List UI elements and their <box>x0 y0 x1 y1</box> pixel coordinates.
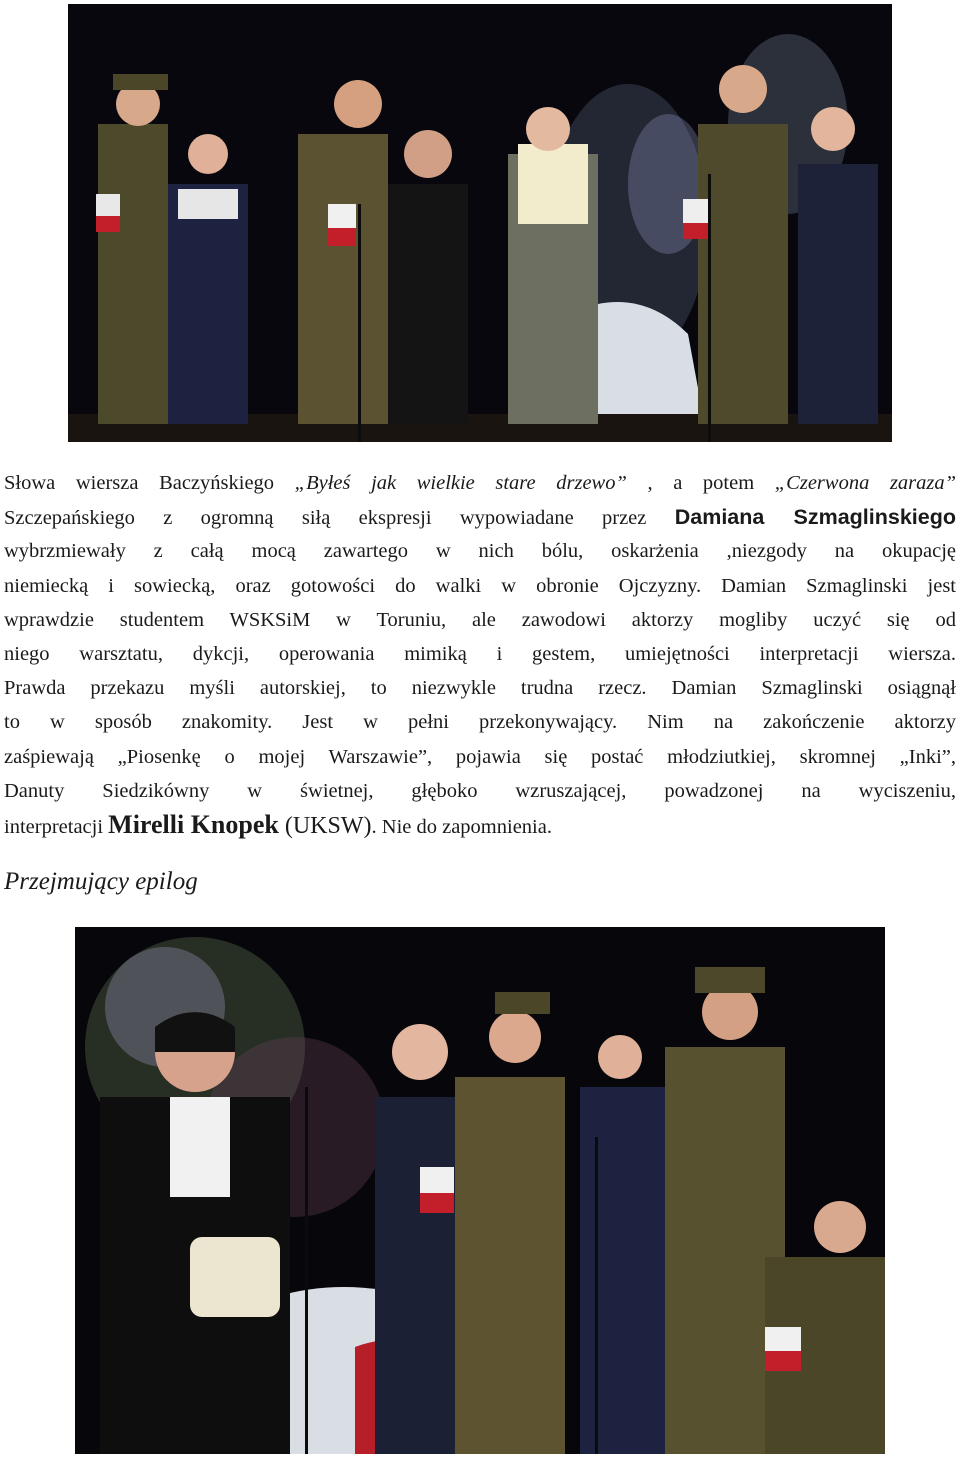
text-line: wybrzmiewały z całą mocą zawartego w nich bólu, oskarżenia ,niezgody na okupację <box>4 540 956 563</box>
article-paragraph <box>4 466 956 842</box>
text-line: Słowa wiersza Baczyńskiego „Byłeś jak wielkie stare drzewo” , a potem „Czerwona zaraza” <box>4 472 957 494</box>
actor-name-mirella: Mirelli Knopek <box>108 809 279 839</box>
stage-photo-wedding <box>68 4 892 442</box>
text-line: wprawdzie studentem WSKSiM w Toruniu, ale zawodowi aktorzy mogliby uczyć się od <box>4 608 956 631</box>
stage-photo-epilog-illustration <box>75 927 885 1454</box>
text-line: niego warsztatu, dykcji, operowania mimiką i gestem, umiejętności interpretacji wiersza. <box>4 642 956 665</box>
text-line: zaśpiewają „Piosenkę o mojej Warszawie”, pojawia się postać młodziutkiej, skromnej „Inki”, <box>4 745 956 768</box>
text-line: interpretacji Mirelli Knopek (UKSW). Nie do zapomnienia. <box>4 809 552 839</box>
text-line: niemiecką i sowiecką, oraz gotowości do walki w obronie Ojczyzny. Damian Szmaglinski jest <box>4 574 956 597</box>
section-heading: Przejmujący epilog <box>4 868 198 895</box>
text-line: to w sposób znakomity. Jest w pełni przekonywający. Nim na zakończenie aktorzy <box>4 711 956 734</box>
text-line: Prawda przekazu myśli autorskiej, to niezwykle trudna rzecz. Damian Szmaglinski osiągnął <box>4 677 956 700</box>
stage-photo-wedding-illustration <box>68 4 892 442</box>
stage-photo-epilog <box>75 927 885 1454</box>
actor-name-damian: Damiana Szmaglinskiego <box>674 505 956 530</box>
text-line: Szczepańskiego z ogromną siłą ekspresji wypowiadane przez Damiana Szmaglinskiego <box>4 505 956 530</box>
poem-title-1: „Byłeś jak wielkie stare drzewo” <box>294 472 627 494</box>
poem-title-2: „Czerwona zaraza” <box>774 472 957 494</box>
text-line: Danuty Siedzikówny w świetnej, głęboko wzruszającej, powadzonej na wyciszeniu, <box>4 779 956 802</box>
